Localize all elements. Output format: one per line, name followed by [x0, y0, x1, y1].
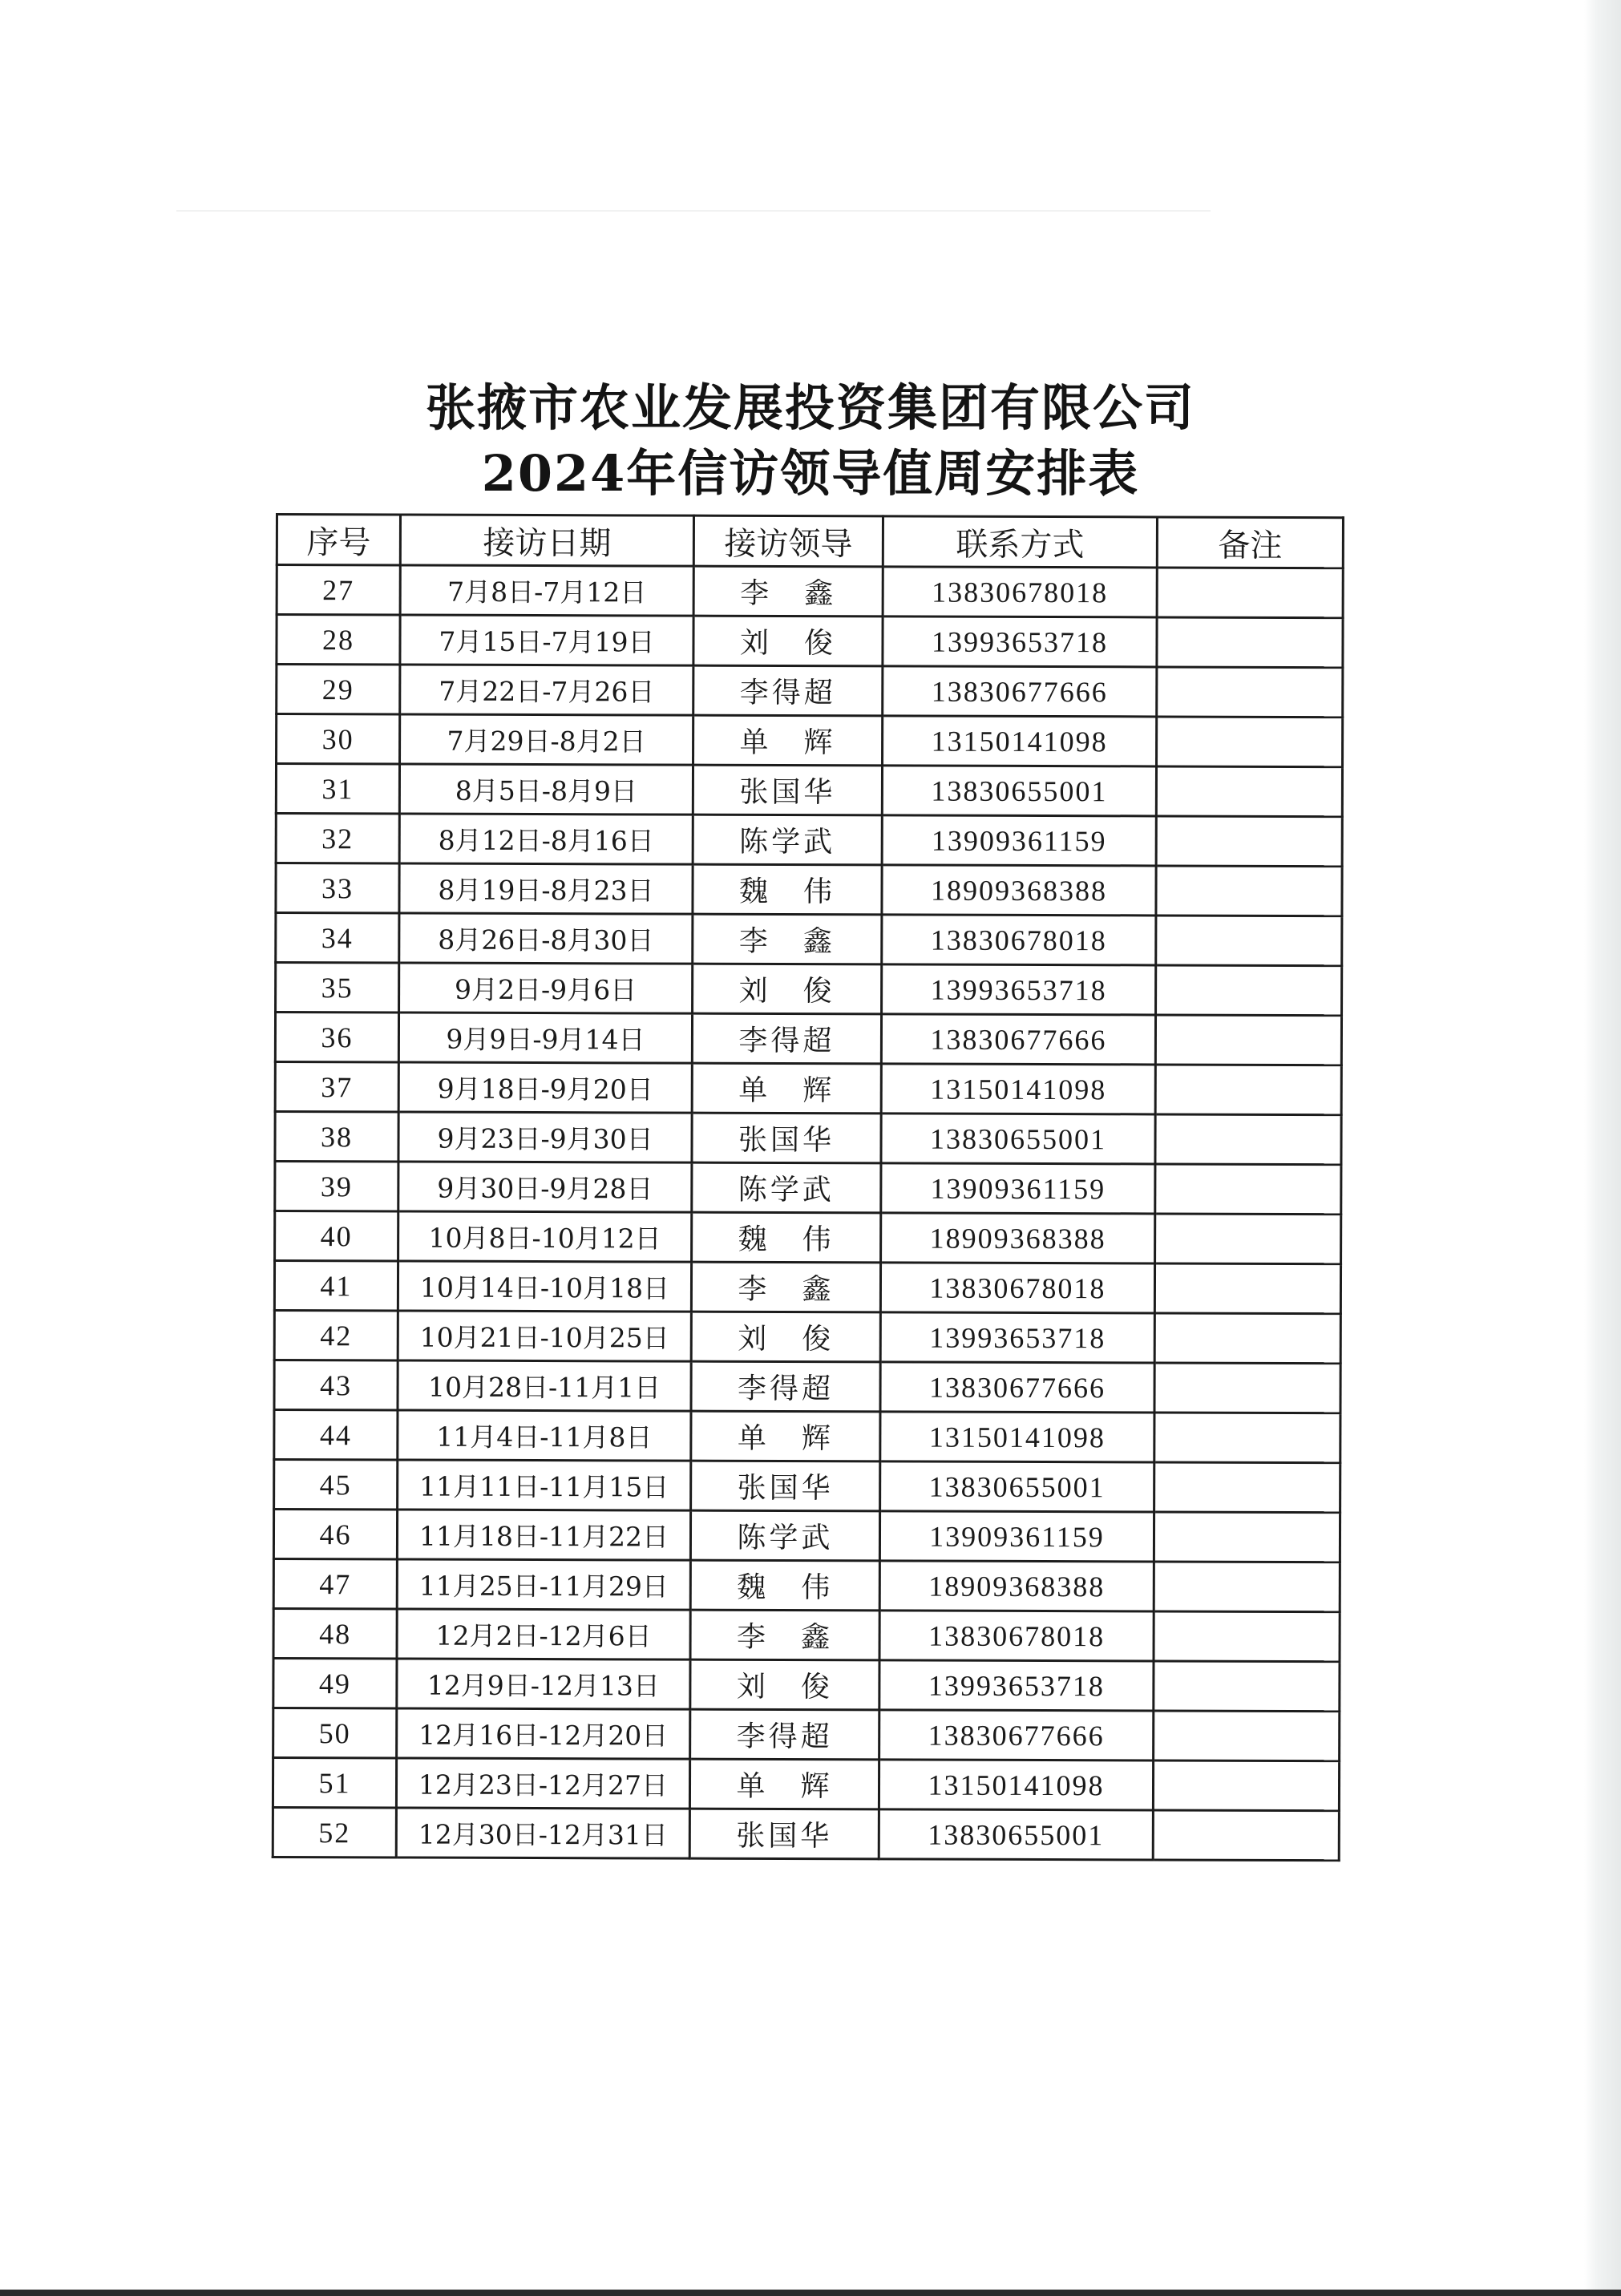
cell-leader: 李得超 — [693, 665, 883, 716]
cell-no: 32 — [276, 814, 399, 863]
cell-date: 11月25日-11月29日 — [397, 1559, 690, 1610]
table-row — [273, 1608, 1340, 1661]
cell-note — [1157, 717, 1343, 767]
cell-date: 10月14日-10月18日 — [398, 1261, 691, 1312]
cell-leader: 陈学武 — [693, 815, 882, 865]
cell-date: 7月29日-8月2日 — [400, 714, 693, 765]
cell-no: 51 — [273, 1757, 396, 1807]
cell-note — [1156, 816, 1342, 867]
cell-date: 10月28日-11月1日 — [398, 1360, 691, 1411]
cell-phone: 13830677666 — [880, 1362, 1154, 1413]
cell-leader: 李得超 — [692, 1013, 881, 1064]
table-row — [273, 1807, 1339, 1860]
cell-date: 9月2日-9月6日 — [399, 963, 693, 1013]
cell-no: 40 — [275, 1211, 398, 1261]
cell-no: 36 — [275, 1013, 398, 1062]
table-row — [277, 665, 1343, 718]
cell-date: 8月19日-8月23日 — [399, 863, 693, 914]
header-note: 备注 — [1157, 517, 1343, 568]
cell-date: 11月4日-11月8日 — [398, 1410, 691, 1461]
cell-no: 29 — [277, 665, 400, 714]
cell-note — [1154, 1512, 1340, 1562]
cell-leader: 张国华 — [691, 1461, 880, 1511]
cell-note — [1156, 916, 1342, 966]
cell-date: 7月15日-7月19日 — [400, 615, 693, 665]
table-row — [274, 1261, 1340, 1314]
cell-no: 33 — [276, 863, 399, 913]
cell-note — [1157, 617, 1343, 668]
cell-date: 10月8日-10月12日 — [398, 1211, 692, 1262]
table-row — [276, 863, 1342, 916]
table-row — [274, 1459, 1340, 1512]
cell-phone: 13150141098 — [881, 1064, 1155, 1114]
cell-date: 11月18日-11月22日 — [397, 1510, 690, 1560]
cell-note — [1154, 1661, 1340, 1712]
cell-note — [1154, 1313, 1340, 1364]
cell-note — [1157, 667, 1343, 718]
table-row — [274, 1360, 1340, 1413]
cell-leader: 李 鑫 — [693, 566, 883, 616]
table-row — [274, 1310, 1340, 1363]
cell-note — [1154, 1363, 1340, 1413]
cell-phone: 13830678018 — [882, 915, 1156, 965]
header-no: 序号 — [277, 515, 400, 565]
cell-phone: 13830655001 — [879, 1809, 1153, 1860]
cell-date: 9月30日-9月28日 — [398, 1162, 692, 1212]
cell-leader: 单 辉 — [689, 1759, 879, 1809]
cell-leader: 魏 伟 — [693, 864, 882, 915]
cell-date: 12月30日-12月31日 — [396, 1808, 689, 1858]
table-row — [276, 764, 1342, 817]
cell-leader: 刘 俊 — [693, 616, 883, 666]
cell-no: 28 — [277, 615, 400, 665]
cell-note — [1154, 1413, 1340, 1463]
cell-phone: 13909361159 — [879, 1511, 1154, 1562]
cell-note — [1156, 965, 1342, 1016]
cell-leader: 李 鑫 — [691, 1262, 880, 1312]
table-row — [274, 1409, 1340, 1462]
duty-schedule-table — [272, 513, 1344, 1861]
cell-leader: 魏 伟 — [690, 1560, 879, 1611]
cell-note — [1155, 1015, 1341, 1065]
table-row — [275, 1162, 1341, 1215]
cell-date: 7月22日-7月26日 — [400, 665, 693, 715]
cell-note — [1155, 1065, 1341, 1115]
cell-leader: 李 鑫 — [690, 1610, 879, 1660]
header-leader: 接访领导 — [693, 515, 883, 567]
cell-date: 8月5日-8月9日 — [399, 764, 693, 815]
cell-phone: 13150141098 — [883, 716, 1157, 766]
table-row — [275, 1013, 1341, 1065]
cell-phone: 13830655001 — [882, 766, 1156, 816]
cell-note — [1154, 1611, 1340, 1662]
cell-date: 7月8日-7月12日 — [400, 565, 693, 616]
cell-phone: 13830677666 — [883, 666, 1157, 717]
cell-phone: 13830678018 — [883, 567, 1157, 617]
cell-no: 43 — [274, 1360, 398, 1409]
cell-date: 9月23日-9月30日 — [398, 1112, 692, 1162]
cell-leader: 陈学武 — [690, 1510, 879, 1561]
cell-note — [1155, 1214, 1341, 1264]
header-date: 接访日期 — [400, 515, 693, 566]
cell-note — [1154, 1711, 1340, 1761]
cell-date: 12月9日-12月13日 — [397, 1659, 690, 1709]
table-row — [275, 1211, 1341, 1264]
scan-edge-bottom — [0, 2290, 1621, 2296]
cell-leader: 刘 俊 — [693, 964, 882, 1014]
cell-date: 12月23日-12月27日 — [396, 1758, 689, 1809]
cell-no: 41 — [274, 1261, 398, 1311]
cell-leader: 单 辉 — [692, 1063, 881, 1114]
cell-leader: 单 辉 — [691, 1411, 880, 1461]
cell-phone: 13830677666 — [881, 1014, 1155, 1065]
table-row — [276, 814, 1342, 867]
cell-note — [1156, 766, 1342, 817]
duty-schedule-sheet — [272, 513, 1342, 1861]
table-header-row — [277, 515, 1343, 568]
cell-note — [1155, 1164, 1341, 1215]
table-row — [275, 1062, 1341, 1115]
cell-no: 34 — [276, 913, 399, 963]
cell-phone: 13993653718 — [879, 1660, 1154, 1711]
cell-leader: 魏 伟 — [692, 1212, 881, 1263]
cell-no: 37 — [275, 1062, 398, 1112]
cell-leader: 张国华 — [689, 1809, 879, 1859]
cell-note — [1156, 866, 1342, 916]
cell-date: 8月26日-8月30日 — [399, 913, 693, 964]
cell-no: 45 — [274, 1459, 398, 1509]
document-subtitle: 2024年信访领导值周安排表 — [481, 444, 1140, 503]
cell-no: 31 — [276, 764, 399, 814]
cell-no: 44 — [274, 1409, 398, 1459]
cell-no: 46 — [273, 1509, 397, 1558]
cell-note — [1154, 1263, 1340, 1314]
scan-artifact-line — [176, 210, 1211, 212]
cell-leader: 单 辉 — [693, 715, 883, 766]
cell-no: 27 — [277, 565, 400, 615]
cell-leader: 刘 俊 — [691, 1312, 880, 1362]
cell-phone: 13150141098 — [880, 1412, 1154, 1462]
cell-no: 50 — [273, 1708, 397, 1757]
cell-no: 38 — [275, 1112, 398, 1162]
cell-date: 8月12日-8月16日 — [399, 814, 693, 864]
table-row — [277, 615, 1343, 668]
table-row — [273, 1558, 1340, 1611]
table-row — [273, 1509, 1340, 1562]
cell-leader: 李 鑫 — [693, 914, 882, 964]
cell-note — [1155, 1114, 1341, 1165]
table-row — [275, 1112, 1341, 1165]
scan-edge-right — [1584, 0, 1621, 2296]
table-row — [276, 963, 1342, 1016]
cell-leader: 陈学武 — [692, 1162, 881, 1213]
cell-date: 9月18日-9月20日 — [398, 1062, 692, 1113]
cell-leader: 李得超 — [690, 1709, 879, 1760]
cell-no: 30 — [277, 714, 400, 764]
cell-phone: 18909368388 — [881, 1213, 1155, 1263]
cell-no: 52 — [273, 1807, 396, 1857]
cell-leader: 张国华 — [692, 1113, 881, 1163]
table-row — [273, 1708, 1340, 1760]
cell-date: 10月21日-10月25日 — [398, 1311, 691, 1361]
cell-note — [1153, 1810, 1339, 1861]
cell-phone: 13909361159 — [882, 815, 1156, 866]
cell-phone: 13150141098 — [879, 1760, 1153, 1810]
cell-date: 12月2日-12月6日 — [397, 1609, 690, 1659]
cell-note — [1157, 568, 1343, 618]
cell-leader: 李得超 — [691, 1361, 880, 1412]
cell-note — [1154, 1562, 1340, 1612]
cell-phone: 13993653718 — [882, 964, 1156, 1015]
cell-no: 47 — [273, 1558, 397, 1608]
cell-note — [1153, 1760, 1339, 1811]
table-row — [277, 714, 1343, 767]
document-title: 张掖市农业发展投资集团有限公司 — [425, 378, 1195, 437]
table-row — [273, 1757, 1339, 1810]
table-row — [273, 1658, 1340, 1711]
cell-date: 12月16日-12月20日 — [397, 1708, 690, 1759]
cell-phone: 13830655001 — [881, 1114, 1155, 1164]
cell-phone: 18909368388 — [882, 865, 1156, 916]
cell-phone: 13993653718 — [880, 1312, 1154, 1363]
cell-phone: 18909368388 — [879, 1561, 1154, 1611]
cell-no: 42 — [274, 1310, 398, 1360]
cell-phone: 13830655001 — [880, 1461, 1154, 1512]
cell-date: 11月11日-11月15日 — [398, 1460, 691, 1510]
header-phone: 联系方式 — [883, 516, 1157, 568]
cell-phone: 13830678018 — [880, 1263, 1154, 1313]
cell-no: 35 — [276, 963, 399, 1013]
cell-no: 48 — [273, 1608, 397, 1658]
cell-leader: 张国华 — [693, 765, 882, 815]
cell-phone: 13830677666 — [879, 1710, 1154, 1760]
table-row — [277, 565, 1343, 618]
cell-no: 49 — [273, 1658, 397, 1708]
cell-phone: 13993653718 — [883, 616, 1157, 667]
table-body — [273, 565, 1343, 1861]
cell-date: 9月9日-9月14日 — [398, 1013, 692, 1063]
cell-leader: 刘 俊 — [690, 1659, 879, 1710]
cell-note — [1154, 1462, 1340, 1513]
cell-phone: 13909361159 — [881, 1163, 1155, 1214]
cell-no: 39 — [275, 1162, 398, 1211]
table-row — [276, 913, 1342, 966]
cell-phone: 13830678018 — [879, 1611, 1154, 1661]
